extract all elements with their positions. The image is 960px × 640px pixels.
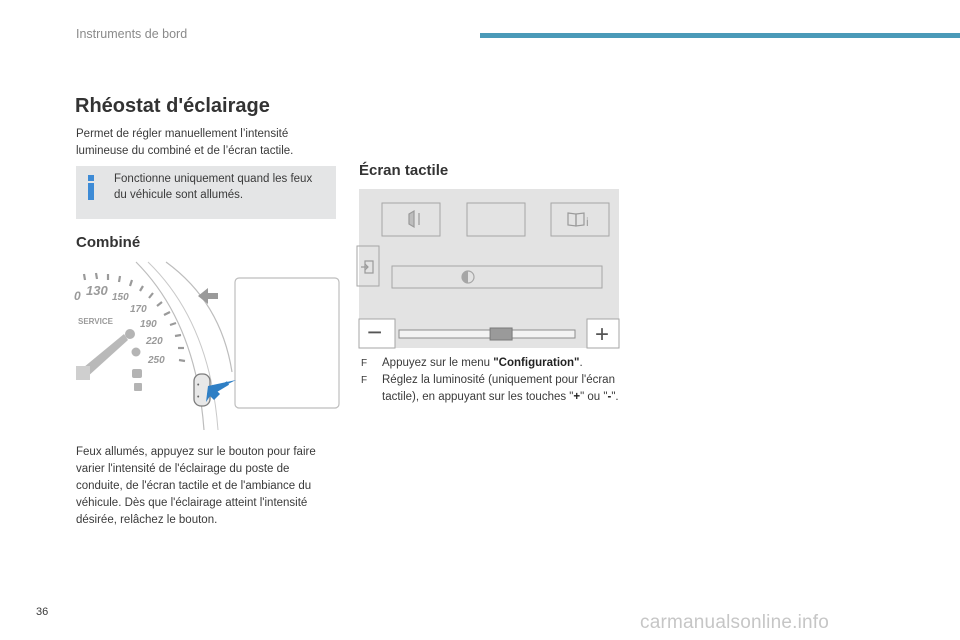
- step-text: Réglez la luminosité (uniquement pour l'écran tactile), en appuyant sur les touches ": [382, 374, 615, 403]
- svg-text:i: i: [586, 215, 589, 229]
- section-header: Instruments de bord: [76, 27, 188, 41]
- minus-symbol: −: [367, 317, 383, 347]
- svg-text:•: •: [197, 394, 200, 401]
- step-text-end: .: [579, 357, 583, 369]
- speed-label-250: 250: [148, 355, 165, 366]
- page-title: Rhéostat d'éclairage: [75, 95, 270, 117]
- intro-paragraph: Permet de régler manuellement l’intensité lumineuse du combiné et de l’écran tactile.: [76, 128, 294, 157]
- step-marker: F: [361, 375, 368, 386]
- info-box: [76, 166, 336, 219]
- speed-label-190: 190: [140, 319, 157, 330]
- touchscreen-illustration: [359, 189, 619, 348]
- speed-label-170: 170: [130, 304, 147, 315]
- ecran-heading: Écran tactile: [359, 162, 449, 179]
- slider-knob: [490, 328, 512, 340]
- speed-label-220: 220: [146, 336, 163, 347]
- service-label: SERVICE: [78, 317, 113, 326]
- page-number: 36: [36, 606, 49, 618]
- step-item: [359, 372, 619, 406]
- speed-label-150: 150: [112, 292, 129, 303]
- combine-paragraph: Feux allumés, appuyez sur le bouton pour faire varier l'intensité de l'éclairage du poste de conduite, de l'écran tactile et de l'ambiance du véhicule. Dès que l'éclairage atteint l'intensité désirée, relâchez le bouton.: [76, 446, 316, 526]
- info-text: Fonctionne uniquement quand les feux du véhicule sont allumés.: [114, 173, 313, 201]
- combine-heading: Combiné: [76, 234, 141, 251]
- step-text-bold: -: [607, 391, 612, 403]
- step-marker: F: [361, 358, 368, 369]
- header-accent-bar: [480, 33, 960, 38]
- svg-text:•: •: [197, 382, 200, 389]
- step-text-middle: " ou ": [580, 391, 608, 403]
- step-item: [359, 355, 619, 372]
- steps-list: [359, 355, 619, 406]
- speed-label-0: 0: [74, 289, 81, 303]
- watermark: carmanualsonline.info: [640, 612, 830, 633]
- info-icon: [88, 175, 94, 200]
- step-text-bold: "Configuration": [493, 357, 580, 369]
- step-text: Appuyez sur le menu: [382, 357, 494, 369]
- speed-label-130: 130: [86, 283, 108, 298]
- step-text-bold: +: [573, 391, 581, 403]
- step-text-end: ".: [611, 391, 619, 403]
- instrument-cluster-illustration: [76, 262, 336, 430]
- plus-symbol: +: [595, 321, 610, 348]
